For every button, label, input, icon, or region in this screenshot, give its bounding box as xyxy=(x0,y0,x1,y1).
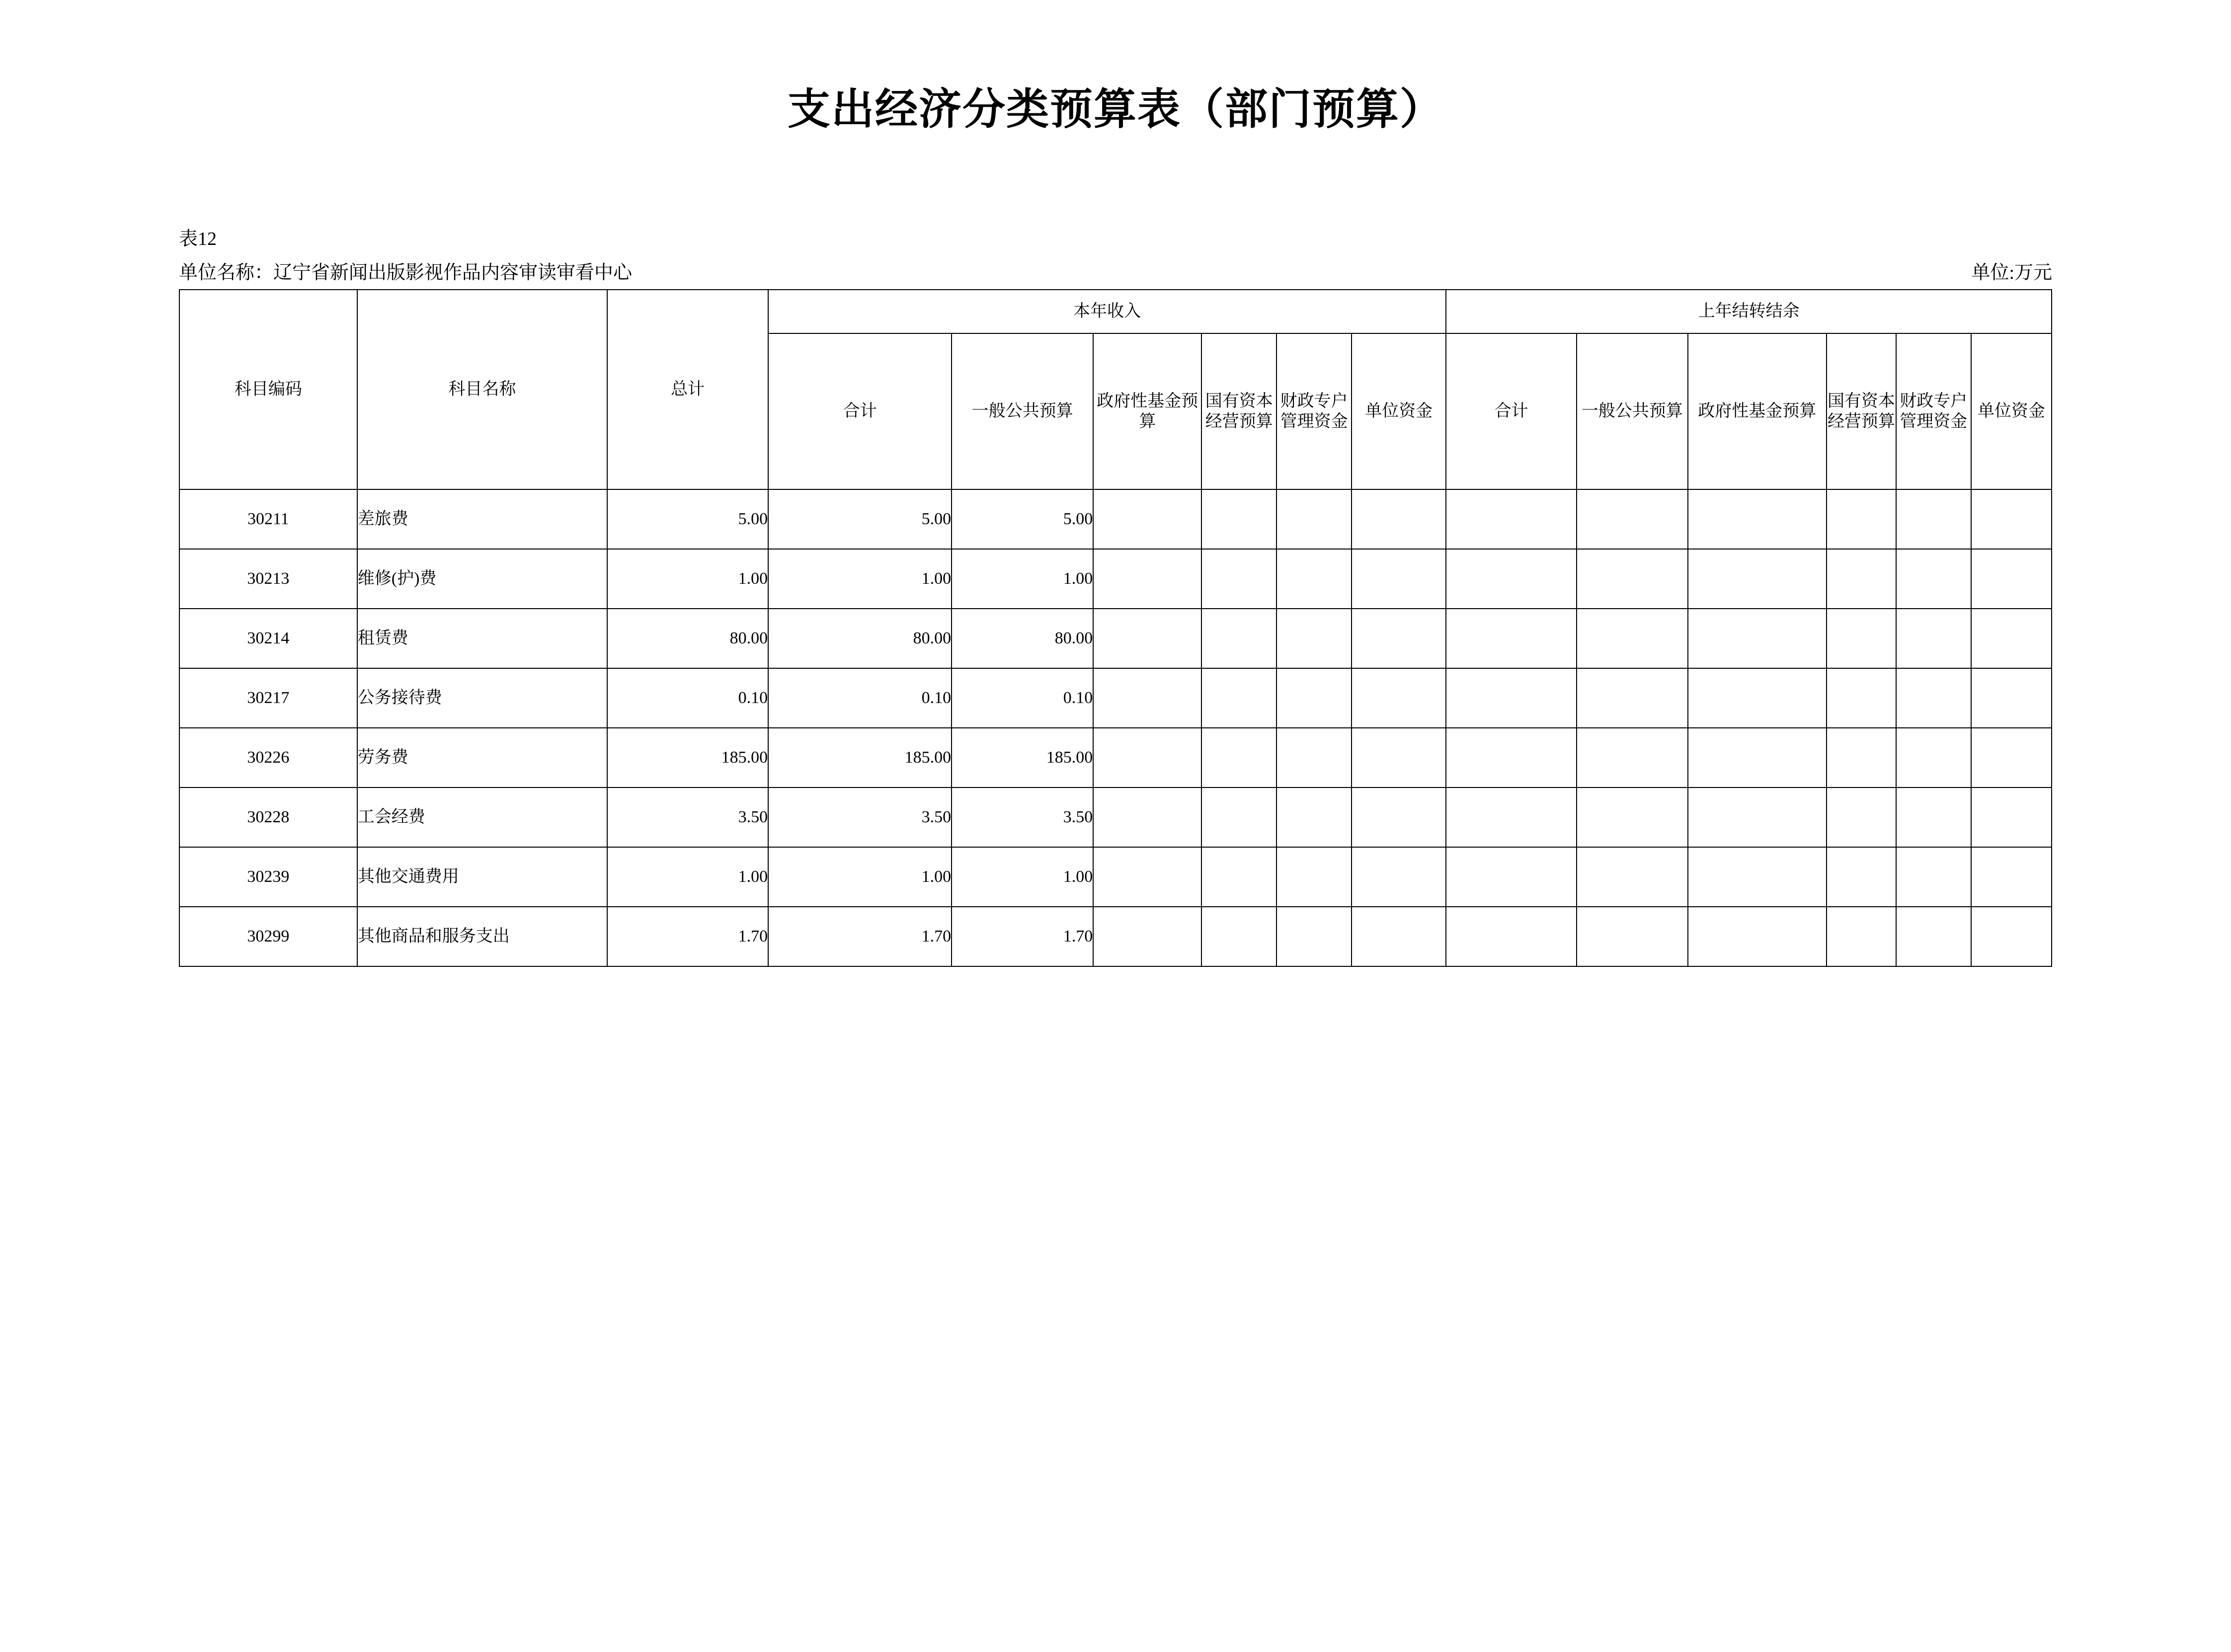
cell-total: 1.70 xyxy=(607,907,768,966)
cell-carryover-general xyxy=(1577,549,1688,609)
cell-name: 差旅费 xyxy=(357,489,607,549)
cell-current-state-capital xyxy=(1201,489,1276,549)
cell-name: 工会经费 xyxy=(357,787,607,847)
cell-carryover-unit xyxy=(1971,489,2052,549)
cell-current-general: 3.50 xyxy=(952,787,1093,847)
cell-carryover-special xyxy=(1896,549,1971,609)
cell-current-gov-fund xyxy=(1093,489,1201,549)
cell-name: 公务接待费 xyxy=(357,668,607,728)
cell-total: 1.00 xyxy=(607,549,768,609)
cell-current-general: 5.00 xyxy=(952,489,1093,549)
cell-current-state-capital xyxy=(1201,907,1276,966)
cell-current-subtotal: 3.50 xyxy=(768,787,952,847)
cell-current-state-capital xyxy=(1201,609,1276,668)
cell-code: 30217 xyxy=(179,668,357,728)
cell-current-gov-fund xyxy=(1093,847,1201,907)
cell-current-general: 1.00 xyxy=(952,549,1093,609)
cell-current-subtotal: 80.00 xyxy=(768,609,952,668)
cell-code: 30211 xyxy=(179,489,357,549)
cell-current-unit xyxy=(1352,728,1446,787)
cell-name: 劳务费 xyxy=(357,728,607,787)
cell-carryover-general xyxy=(1577,728,1688,787)
cell-current-state-capital xyxy=(1201,728,1276,787)
cell-carryover-subtotal xyxy=(1446,668,1577,728)
cell-carryover-subtotal xyxy=(1446,847,1577,907)
cell-name: 租赁费 xyxy=(357,609,607,668)
cell-carryover-gov-fund xyxy=(1688,668,1827,728)
cell-carryover-state-capital xyxy=(1827,907,1896,966)
cell-carryover-state-capital xyxy=(1827,549,1896,609)
cell-current-state-capital xyxy=(1201,549,1276,609)
cell-code: 30213 xyxy=(179,549,357,609)
header-current-unit-funds: 单位资金 xyxy=(1352,333,1446,489)
table-row xyxy=(179,847,2052,907)
table-row xyxy=(179,489,2052,549)
cell-current-special xyxy=(1276,728,1352,787)
cell-current-special xyxy=(1276,787,1352,847)
page-title: 支出经济分类预算表（部门预算） xyxy=(788,85,1443,133)
cell-current-general: 185.00 xyxy=(952,728,1093,787)
table-row xyxy=(179,728,2052,787)
cell-total: 1.00 xyxy=(607,847,768,907)
cell-name: 维修(护)费 xyxy=(357,549,607,609)
cell-current-subtotal: 1.00 xyxy=(768,549,952,609)
cell-carryover-unit xyxy=(1971,787,2052,847)
cell-carryover-general xyxy=(1577,609,1688,668)
table-row xyxy=(179,668,2052,728)
header-group-carryover: 上年结转结余 xyxy=(1446,290,2052,333)
cell-carryover-general xyxy=(1577,847,1688,907)
cell-carryover-gov-fund xyxy=(1688,489,1827,549)
cell-carryover-gov-fund xyxy=(1688,847,1827,907)
cell-current-unit xyxy=(1352,609,1446,668)
cell-carryover-subtotal xyxy=(1446,609,1577,668)
cell-carryover-state-capital xyxy=(1827,847,1896,907)
table-row xyxy=(179,549,2052,609)
cell-current-general: 80.00 xyxy=(952,609,1093,668)
cell-carryover-special xyxy=(1896,489,1971,549)
cell-carryover-subtotal xyxy=(1446,549,1577,609)
cell-current-special xyxy=(1276,847,1352,907)
header-current-subtotal: 合计 xyxy=(768,333,952,489)
cell-current-special xyxy=(1276,668,1352,728)
cell-current-general: 0.10 xyxy=(952,668,1093,728)
cell-carryover-state-capital xyxy=(1827,728,1896,787)
cell-current-subtotal: 1.00 xyxy=(768,847,952,907)
header-code: 科目编码 xyxy=(179,290,357,489)
cell-carryover-gov-fund xyxy=(1688,728,1827,787)
cell-current-general: 1.00 xyxy=(952,847,1093,907)
cell-name: 其他商品和服务支出 xyxy=(357,907,607,966)
cell-carryover-state-capital xyxy=(1827,787,1896,847)
cell-current-state-capital xyxy=(1201,668,1276,728)
header-total: 总计 xyxy=(607,290,768,489)
cell-carryover-general xyxy=(1577,787,1688,847)
cell-carryover-subtotal xyxy=(1446,728,1577,787)
cell-current-state-capital xyxy=(1201,787,1276,847)
cell-current-subtotal: 185.00 xyxy=(768,728,952,787)
cell-carryover-general xyxy=(1577,907,1688,966)
cell-total: 3.50 xyxy=(607,787,768,847)
cell-current-unit xyxy=(1352,907,1446,966)
header-current-gov-fund-budget: 政府性基金预算 xyxy=(1093,333,1201,489)
table-body xyxy=(179,489,2052,966)
header-carryover-gov-fund-budget: 政府性基金预算 xyxy=(1688,333,1827,489)
header-carryover-subtotal: 合计 xyxy=(1446,333,1577,489)
cell-code: 30214 xyxy=(179,609,357,668)
cell-current-gov-fund xyxy=(1093,668,1201,728)
cell-total: 80.00 xyxy=(607,609,768,668)
cell-carryover-unit xyxy=(1971,549,2052,609)
cell-current-special xyxy=(1276,907,1352,966)
cell-carryover-unit xyxy=(1971,609,2052,668)
table-number: 表12 xyxy=(179,229,217,249)
cell-current-unit xyxy=(1352,489,1446,549)
cell-carryover-unit xyxy=(1971,847,2052,907)
cell-carryover-special xyxy=(1896,609,1971,668)
table-header-row-1 xyxy=(179,290,2052,333)
cell-total: 0.10 xyxy=(607,668,768,728)
header-carryover-fiscal-special-account: 财政专户管理资金 xyxy=(1896,333,1971,489)
cell-carryover-unit xyxy=(1971,668,2052,728)
cell-carryover-unit xyxy=(1971,907,2052,966)
cell-current-special xyxy=(1276,549,1352,609)
cell-carryover-special xyxy=(1896,847,1971,907)
cell-carryover-gov-fund xyxy=(1688,609,1827,668)
unit-measure: 单位:万元 xyxy=(1971,262,2052,283)
cell-current-special xyxy=(1276,609,1352,668)
header-current-general-public-budget: 一般公共预算 xyxy=(952,333,1093,489)
cell-code: 30299 xyxy=(179,907,357,966)
cell-carryover-state-capital xyxy=(1827,609,1896,668)
cell-code: 30239 xyxy=(179,847,357,907)
cell-current-unit xyxy=(1352,549,1446,609)
header-current-fiscal-special-account: 财政专户管理资金 xyxy=(1276,333,1352,489)
header-carryover-state-capital-budget: 国有资本经营预算 xyxy=(1827,333,1896,489)
header-carryover-unit-funds: 单位资金 xyxy=(1971,333,2052,489)
cell-total: 5.00 xyxy=(607,489,768,549)
document-meta xyxy=(0,228,2231,284)
cell-current-subtotal: 0.10 xyxy=(768,668,952,728)
cell-carryover-special xyxy=(1896,668,1971,728)
table-container xyxy=(0,289,2231,967)
cell-current-special xyxy=(1276,489,1352,549)
cell-code: 30226 xyxy=(179,728,357,787)
cell-code: 30228 xyxy=(179,787,357,847)
cell-current-gov-fund xyxy=(1093,907,1201,966)
cell-carryover-state-capital xyxy=(1827,668,1896,728)
cell-carryover-general xyxy=(1577,489,1688,549)
header-name: 科目名称 xyxy=(357,290,607,489)
cell-carryover-special xyxy=(1896,787,1971,847)
header-group-current-income: 本年收入 xyxy=(768,290,1446,333)
cell-current-unit xyxy=(1352,668,1446,728)
budget-table xyxy=(179,289,2052,967)
cell-current-state-capital xyxy=(1201,847,1276,907)
document-page xyxy=(0,75,2231,1652)
cell-total: 185.00 xyxy=(607,728,768,787)
cell-name: 其他交通费用 xyxy=(357,847,607,907)
cell-current-gov-fund xyxy=(1093,609,1201,668)
cell-current-gov-fund xyxy=(1093,787,1201,847)
cell-carryover-gov-fund xyxy=(1688,787,1827,847)
cell-current-gov-fund xyxy=(1093,728,1201,787)
cell-carryover-general xyxy=(1577,668,1688,728)
cell-current-general: 1.70 xyxy=(952,907,1093,966)
cell-carryover-special xyxy=(1896,728,1971,787)
header-current-state-capital-budget: 国有资本经营预算 xyxy=(1201,333,1276,489)
cell-carryover-gov-fund xyxy=(1688,549,1827,609)
cell-current-subtotal: 5.00 xyxy=(768,489,952,549)
cell-carryover-subtotal xyxy=(1446,489,1577,549)
cell-current-unit xyxy=(1352,787,1446,847)
cell-current-subtotal: 1.70 xyxy=(768,907,952,966)
table-row xyxy=(179,907,2052,966)
cell-carryover-subtotal xyxy=(1446,907,1577,966)
cell-carryover-unit xyxy=(1971,728,2052,787)
cell-carryover-special xyxy=(1896,907,1971,966)
unit-name: 单位名称：辽宁省新闻出版影视作品内容审读审看中心 xyxy=(179,262,633,283)
cell-current-gov-fund xyxy=(1093,549,1201,609)
meta-row xyxy=(179,262,2052,285)
cell-carryover-subtotal xyxy=(1446,787,1577,847)
header-carryover-general-public-budget: 一般公共预算 xyxy=(1577,333,1688,489)
table-row xyxy=(179,787,2052,847)
cell-carryover-gov-fund xyxy=(1688,907,1827,966)
cell-carryover-state-capital xyxy=(1827,489,1896,549)
table-row xyxy=(179,609,2052,668)
cell-current-unit xyxy=(1352,847,1446,907)
